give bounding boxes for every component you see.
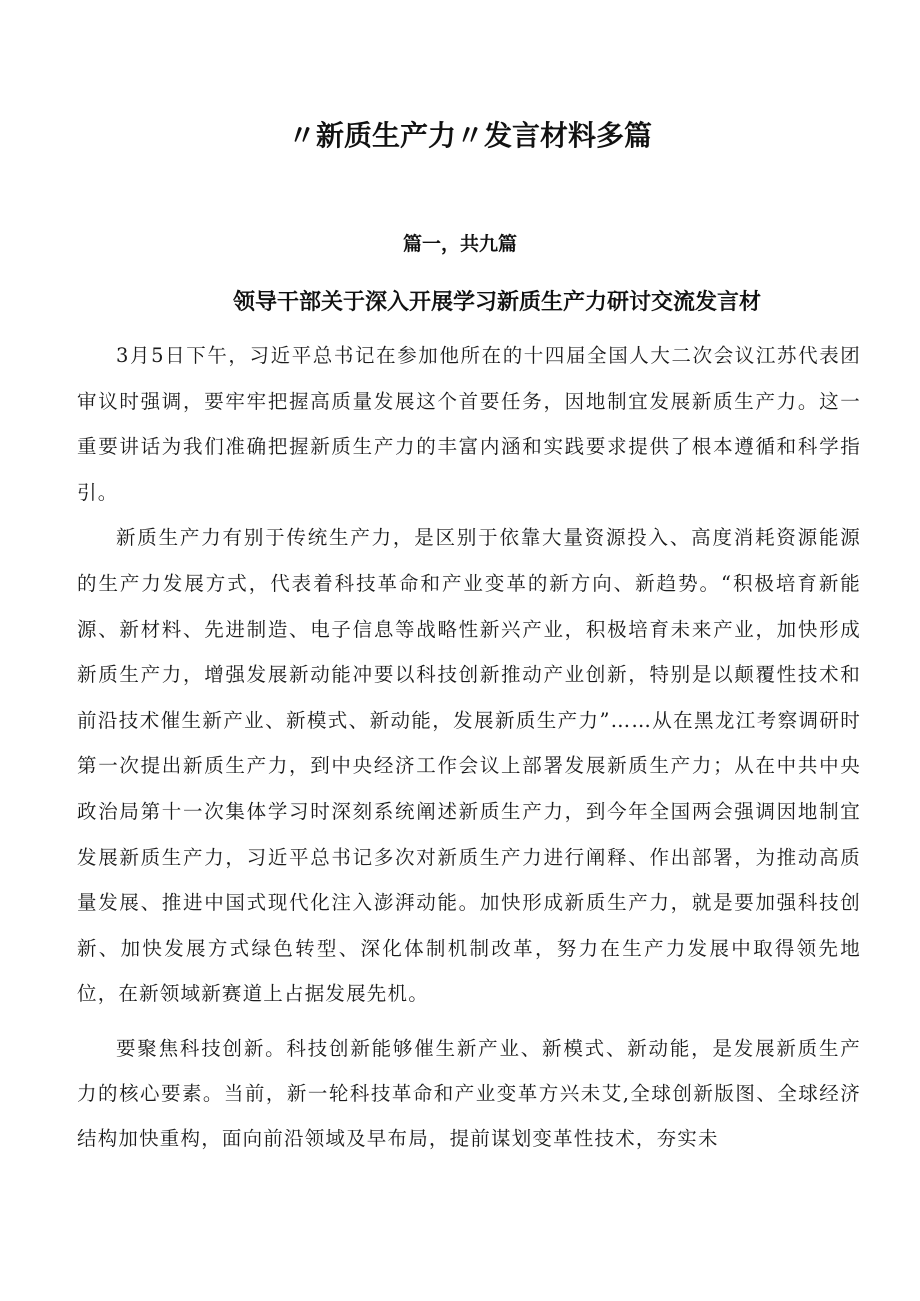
- paragraph-1: 3月5日下午，习近平总书记在参加他所在的十四届全国人大二次会议江苏代表团审议时强调，要牢牢把握高质量发展这个首要任务，因地制宜发展新质生产力。这一重要讲话为我们准确把握新质生产力的丰富内涵和实践要求提供了根本遵循和科学指引。: [77, 344, 861, 504]
- paragraph-3: 要聚焦科技创新。科技创新能够催生新产业、新模式、新动能，是发展新质生产力的核心要素。当前，新一轮科技革命和产业变革方兴未艾,全球创新版图、全球经济结构加快重构，面向前沿领域及早布局，提前谋划变革性技术，夯实未: [77, 1036, 861, 1150]
- body-text: [77, 333, 861, 1161]
- document-title: 〃新质生产力〃发言材料多篇: [287, 119, 652, 152]
- section-label: 篇一，共九篇: [402, 233, 517, 255]
- paragraph-2: 新质生产力有别于传统生产力，是区别于依靠大量资源投入、高度消耗资源能源的生产力发展方式，代表着科技革命和产业变革的新方向、新趋势。“积极培育新能源、新材料、先进制造、电子信息等战略性新兴产业，积极培育未来产业，加快形成新质生产力，增强发展新动能冲要以科技创新推动产业创新，特别是以颠覆性技术和前沿技术催生新产业、新模式、新动能，发展新质生产力”……从在黑龙江考察调研时第一次提出新质生产力，到中央经济工作会议上部署发展新质生产力；从在中共中央政治局第十一次集体学习时深刻系统阐述新质生产力，到今年全国两会强调因地制宜发展新质生产力，习近平总书记多次对新质生产力进行阐释、作出部署，为推动高质量发展、推进中国式现代化注入澎湃动能。加快形成新质生产力，就是要加强科技创新、加快发展方式绿色转型、深化体制机制改革，努力在生产力发展中取得领先地位，在新领域新赛道上占据发展先机。: [77, 526, 861, 1006]
- article-title: 领导干部关于深入开展学习新质生产力研讨交流发言材: [233, 290, 762, 315]
